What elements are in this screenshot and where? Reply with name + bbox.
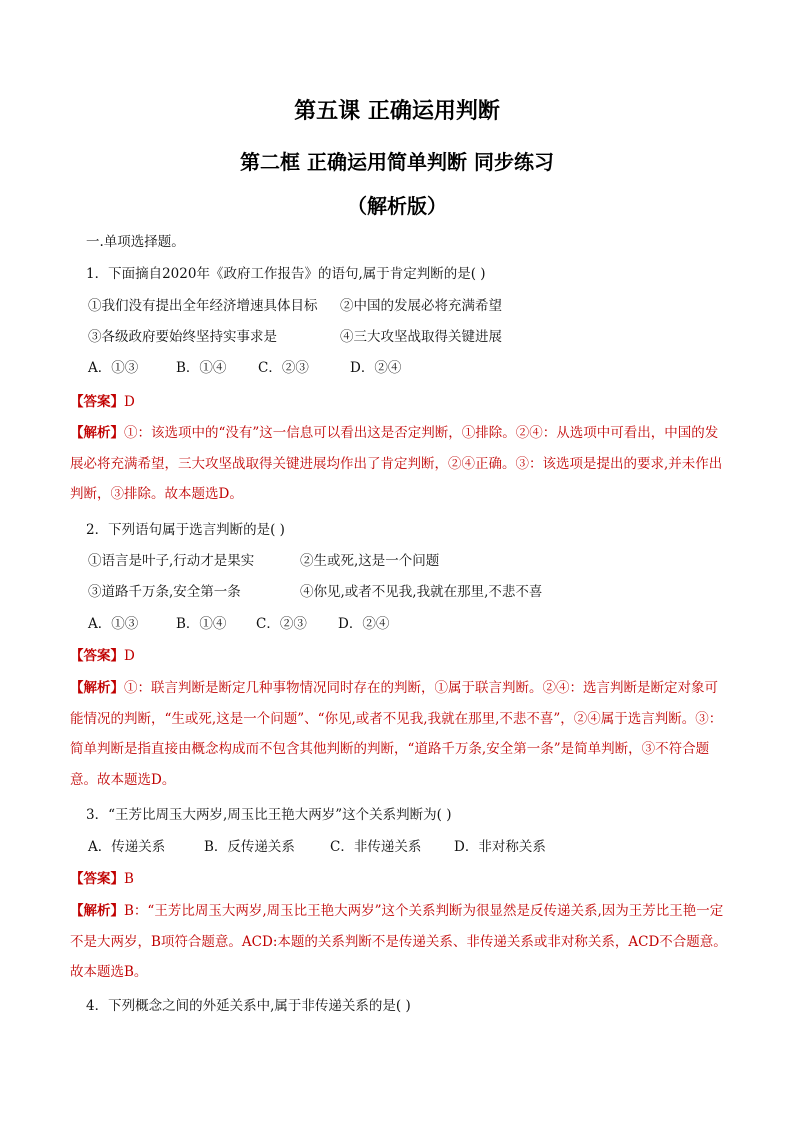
answer-label: 【答案】	[70, 648, 124, 664]
explain-label: 【解析】	[70, 680, 124, 696]
q1-choice-b: B．①④	[176, 360, 227, 376]
question-3-explanation	[70, 896, 730, 988]
q3-choice-d: D．非对称关系	[454, 839, 546, 855]
explain-text: ①：该选项中的“没有”这一信息可以看出这是否定判断，①排除。②④：从选项中可看出，中国的发展必将充满希望，三大攻坚战取得关键进展均作出了肯定判断，②④正确。③：该选项是提出的要求,并未作出判断，③排除。故本题选D。	[70, 425, 723, 502]
answer-label: 【答案】	[70, 394, 124, 410]
q2-choice-a: A．①③	[88, 616, 139, 632]
question-1-items-row1	[86, 297, 502, 315]
q3-choice-b: B．反传递关系	[204, 839, 295, 855]
page-title: 第五课 正确运用判断	[294, 98, 500, 124]
q1-item-4: ④三大攻坚战取得关键进展	[340, 329, 502, 345]
explain-text: ①：联言判断是断定几种事物情况同时存在的判断，①属于联言判断。②④：选言判断是断定对象可能情况的判断，“生或死,这是一个问题”、“你见,或者不见我,我就在那里,不悲不喜”，②④属于选言判断。③：简单判断是指直接由概念构成而不包含其他判断的判断，“道路千万条,安全第一条”是简单判断，③不符合题意。故本题选D。	[70, 680, 723, 788]
explain-text: B：“王芳比周玉大两岁,周玉比王艳大两岁”这个关系判断为很显然是反传递关系,因为王芳比王艳一定不是大两岁，B项符合题意。ACD:本题的关系判断不是传递关系、非传递关系或非对称关系，ACD不合题意。故本题选B。	[70, 903, 727, 980]
answer-value: D	[124, 648, 135, 664]
q2-item-2: ②生或死,这是一个问题	[300, 553, 440, 569]
q2-item-3: ③道路千万条,安全第一条	[88, 584, 241, 600]
q1-choice-a: A．①③	[88, 360, 139, 376]
q2-item-4: ④你见,或者不见我,我就在那里,不悲不喜	[300, 584, 543, 600]
question-1-stem: 1．下面摘自2020年《政府工作报告》的语句,属于肯定判断的是( )	[86, 266, 486, 282]
question-2-items-row2	[86, 583, 542, 601]
page-subtitle: 第二框 正确运用简单判断 同步练习	[240, 150, 554, 174]
q1-choice-c: C．②③	[258, 360, 309, 376]
q1-item-3: ③各级政府要始终坚持实事求是	[88, 329, 277, 345]
q3-choice-c: C．非传递关系	[330, 839, 422, 855]
question-2-choices	[86, 615, 389, 633]
question-1-explanation	[70, 418, 730, 510]
question-1-choices	[86, 359, 401, 377]
explain-label: 【解析】	[70, 425, 124, 441]
answer-label: 【答案】	[70, 871, 124, 887]
q2-choice-d: D．②④	[338, 616, 390, 632]
question-4-stem: 4．下列概念之间的外延关系中,属于非传递关系的是( )	[86, 998, 411, 1014]
question-2-explanation	[70, 673, 730, 795]
edition-label: （解析版）	[347, 194, 447, 218]
question-3-choices	[86, 838, 546, 856]
question-2-items-row1	[86, 552, 439, 570]
question-3-stem: 3．“王芳比周玉大两岁,周玉比王艳大两岁”这个关系判断为( )	[86, 807, 452, 823]
section-heading: 一.单项选择题。	[86, 234, 185, 250]
q2-item-1: ①语言是叶子,行动才是果实	[88, 553, 255, 569]
answer-value: B	[124, 871, 134, 887]
q2-choice-b: B．①④	[176, 616, 227, 632]
explain-label: 【解析】	[70, 903, 124, 919]
question-1-answer	[70, 393, 135, 411]
q2-choice-c: C．②③	[256, 616, 307, 632]
answer-value: D	[124, 394, 135, 410]
q1-item-2: ②中国的发展必将充满希望	[340, 298, 502, 314]
question-2-answer	[70, 647, 135, 665]
question-2-stem: 2．下列语句属于选言判断的是( )	[86, 522, 285, 538]
q3-choice-a: A．传递关系	[88, 839, 166, 855]
q1-item-1: ①我们没有提出全年经济增速具体目标	[88, 298, 318, 314]
question-1-items-row2	[86, 328, 502, 346]
q1-choice-d: D．②④	[350, 360, 402, 376]
question-3-answer	[70, 870, 134, 888]
